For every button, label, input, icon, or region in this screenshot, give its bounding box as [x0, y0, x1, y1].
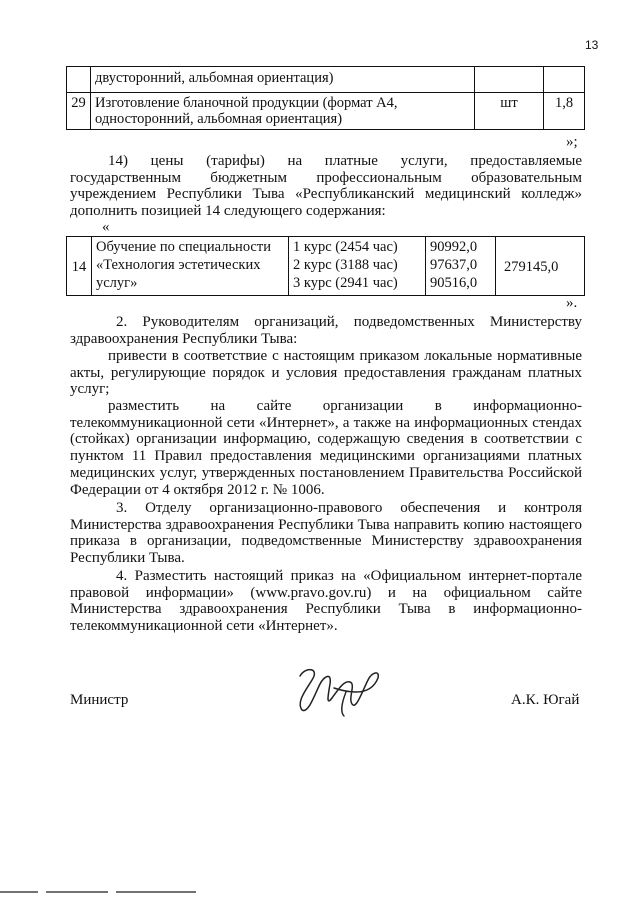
service-name-line: услуг» — [96, 275, 138, 291]
course-line: 2 курс (3188 час) — [293, 257, 398, 273]
courses-cell — [289, 237, 426, 296]
service-name — [92, 237, 289, 296]
page-number: 13 — [585, 38, 599, 52]
service-name — [91, 93, 475, 130]
signature-image — [286, 662, 386, 718]
signatory-title: Министр — [70, 692, 129, 708]
paragraph-2a: привести в соответствие с настоящим приказом локальные нормативные акты, регулирующие порядок и условия предоставления гражданам платных услуг; — [70, 348, 582, 398]
closing-quote: ». — [566, 295, 578, 311]
table-row — [67, 67, 585, 93]
price-cell: 1,8 — [544, 93, 585, 130]
total-cell: 279145,0 — [496, 237, 585, 296]
signatory-name: А.К. Югай — [511, 692, 580, 708]
service-name-line: «Технология эстетических — [96, 257, 261, 273]
price-line: 97637,0 — [430, 257, 478, 273]
paragraph-14: 14) цены (тарифы) на платные услуги, предоставляемые государственным бюджетным профессиональным образовательным учреждением Республики Тыва «Республиканский медицинский колледж» дополнить позицией 14 следующего содержания: — [70, 153, 582, 220]
price-table-new — [66, 236, 585, 296]
course-line: 3 курс (2941 час) — [293, 275, 398, 291]
table-row — [67, 237, 585, 296]
service-name-line: Обучение по специальности — [96, 239, 271, 255]
price-table-previous — [66, 66, 585, 130]
course-line: 1 курс (2454 час) — [293, 239, 398, 255]
closing-quote: »; — [566, 134, 578, 150]
paragraph-2: 2. Руководителям организаций, подведомственных Министерству здравоохранения Республики Тыва: — [70, 314, 582, 347]
prices-cell — [426, 237, 496, 296]
table-row — [67, 93, 585, 130]
service-name-line: Изготовление бланочной продукции (формат А4, — [95, 95, 398, 111]
row-number: 29 — [67, 93, 91, 130]
price-line: 90992,0 — [430, 239, 478, 255]
opening-quote: « — [102, 219, 110, 235]
unit-cell: шт — [475, 93, 544, 130]
page-edge-marks — [0, 890, 640, 894]
service-name-line: односторонний, альбомная ориентация) — [95, 111, 343, 127]
service-name: двусторонний, альбомная ориентация) — [91, 67, 475, 93]
paragraph-4: 4. Разместить настоящий приказ на «Официальном интернет-портале правовой информации» (www.pravo.gov.ru) и на официальном сайте Министерства здравоохранения Республики Тыва в информационно-телекоммуникационной сети «Интернет». — [70, 568, 582, 635]
paragraph-3: 3. Отделу организационно-правового обеспечения и контроля Министерства здравоохранения Республики Тыва направить копию настоящего приказа в организации, подведомственные Министерству здравоохранения Республики Тыва. — [70, 500, 582, 567]
price-line: 90516,0 — [430, 275, 478, 291]
paragraph-2b: разместить на сайте организации в информационно-телекоммуникационной сети «Интернет», а также на информационных стендах (стойках) организации информацию, содержащую сведения в соответствии с пунктом 11 Правил предоставления медицинскими организациями платных медицинских услуг, утвержденных постановлением Правительства Российской Федерации от 4 октября 2012 г. № 1006. — [70, 398, 582, 498]
row-number: 14 — [67, 237, 92, 296]
